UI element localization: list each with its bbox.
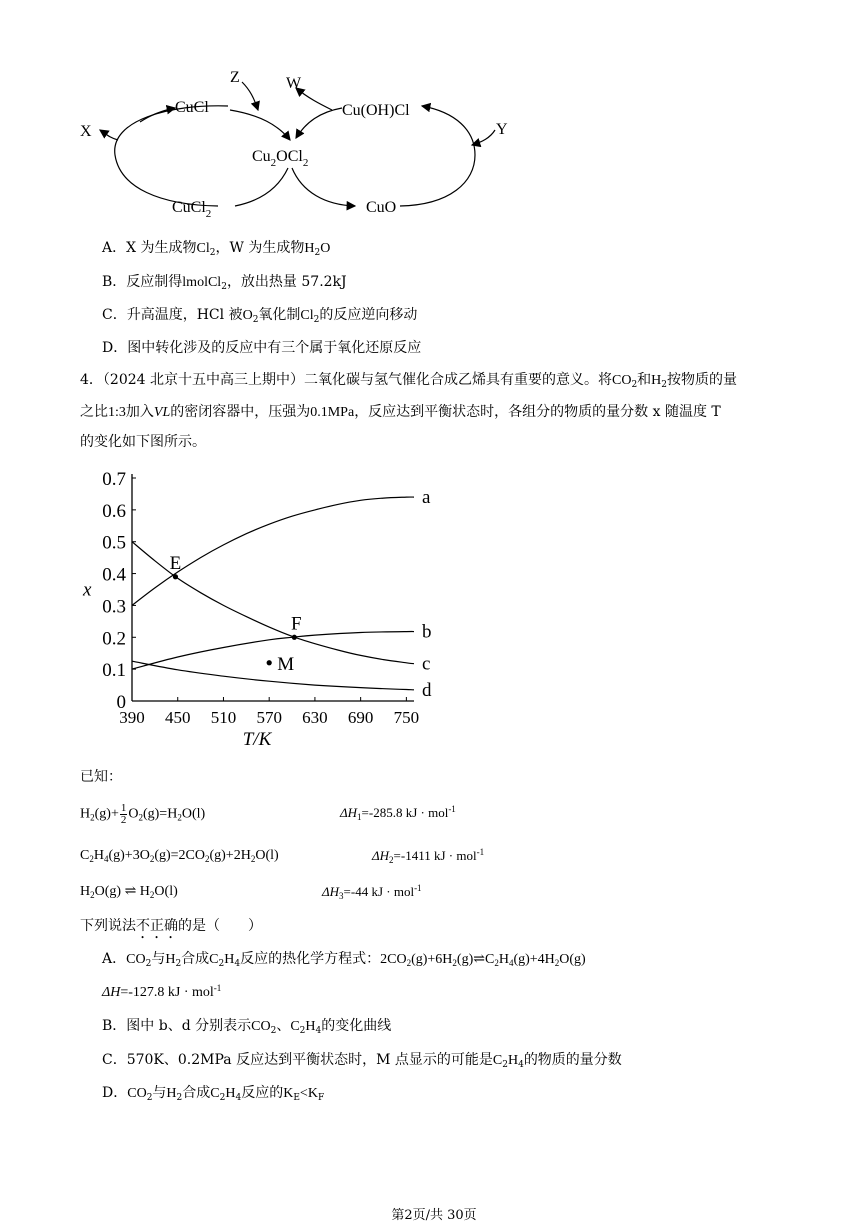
label-w: W xyxy=(286,75,302,92)
arrow-cuohcl-to-cu2ocl2 xyxy=(296,108,342,138)
y-axis-label: x xyxy=(83,579,92,601)
q3-option-a: A．X 为生成物$Cl_2$，W 为生成物$H_2O$ xyxy=(102,240,331,258)
x-tick-label: 390 xyxy=(119,708,145,727)
q4-option-c: C．570K、0.2MPa 反应达到平衡状态时，M 点显示的可能是$C_2H_4$的物质的量分数 xyxy=(102,1052,622,1070)
series-a-line xyxy=(132,497,414,605)
page-footer: 第2页/共 30页 xyxy=(391,1208,477,1223)
q4-stem-line2: 之比1:3加入VL的密闭容器中，压强为0.1MPa，反应达到平衡状态时，各组分的物质的量分数 x 随温度 T xyxy=(80,404,721,420)
x-tick-label: 630 xyxy=(302,708,328,727)
point-f-label: F xyxy=(291,613,302,635)
node-cu2ocl2: $Cu_2OCl_2$ xyxy=(252,148,309,169)
series-d-line xyxy=(132,661,414,690)
series-b-line xyxy=(132,632,414,670)
arrow-cucl2-to-cucl xyxy=(115,108,175,155)
arrow-to-w xyxy=(296,88,332,110)
q4-stem-line1: 4．（2024 北京十五中高三上期中）二氧化碳与氢气催化合成乙烯具有重要的意义。将$CO_2$和$H_2$按物质的量 xyxy=(80,372,738,390)
y-tick-label: 0.6 xyxy=(102,500,126,522)
arrow-cu2ocl2-to-cuo xyxy=(292,168,355,206)
chart-axes xyxy=(132,474,414,701)
equation-3: $H_2O(g)$ ⇌ $H_2O(l)$ xyxy=(80,884,178,900)
chart-text xyxy=(82,469,432,750)
x-tick-label: 690 xyxy=(347,708,374,727)
label-z: Z xyxy=(230,69,240,86)
mole-fraction-chart xyxy=(75,460,455,760)
q3-option-c: C．升高温度，HCl 被$O_2$氧化制$Cl_2$的反应逆向移动 xyxy=(102,307,418,325)
q4-question: 下列说法不正确的是（ ） xyxy=(80,918,262,934)
q4-stem-line3: 的变化如下图所示。 xyxy=(80,434,206,450)
node-cucl: CuCl xyxy=(175,99,209,116)
y-tick-label: 0.7 xyxy=(102,469,126,490)
equation-1: $H_2(g)+$ $\frac{1}{2}$ $O_2(g)=H_2O(l)$ xyxy=(80,802,206,826)
node-cucl2: CuCl$_2$ xyxy=(172,199,212,220)
label-y: Y xyxy=(496,121,508,138)
delta-h2: $\Delta H_2=-1411$ kJ · mol$^{-1}$ xyxy=(372,847,485,865)
y-tick-label: 0.2 xyxy=(102,628,126,650)
x-tick-label: 750 xyxy=(393,708,420,727)
arrow-from-z xyxy=(242,82,258,110)
series-a-label: a xyxy=(422,487,431,509)
q3-option-b: B．反应制得lmolCl$_2$，放出热量 57.2kJ xyxy=(102,274,347,292)
y-tick-label: 0.4 xyxy=(102,564,126,586)
q3-option-d: D．图中转化涉及的反应中有三个属于氧化还原反应 xyxy=(102,340,422,356)
y-tick-label: 0.3 xyxy=(102,596,126,618)
arrow-cu2ocl2-to-cucl2 xyxy=(235,168,288,206)
series-b-label: b xyxy=(422,621,432,643)
x-tick-label: 510 xyxy=(210,708,237,727)
node-cuohcl: Cu(OH)Cl xyxy=(342,102,410,119)
delta-h3: $\Delta H_3=-44$ kJ · mol$^{-1}$ xyxy=(322,883,422,901)
x-tick-label: 450 xyxy=(164,708,191,727)
left-cycle-arc xyxy=(115,106,228,206)
equation-2: $C_2H_4(g)+3O_2(g)=2CO_2(g)+2H_2O(l)$ xyxy=(80,848,279,864)
delta-h1: $\Delta H_1=-285.8$ kJ · mol$^{-1}$ xyxy=(340,804,456,822)
point-f-marker xyxy=(292,635,297,640)
y-tick-label: 0.5 xyxy=(102,532,126,554)
known-title: 已知： xyxy=(80,769,122,785)
point-e-marker xyxy=(173,574,178,579)
chart-series xyxy=(132,497,414,690)
node-cuo: CuO xyxy=(366,199,397,216)
series-c-label: c xyxy=(422,653,431,675)
x-tick-label: 570 xyxy=(256,708,282,727)
label-x: X xyxy=(80,123,92,140)
arrow-from-y xyxy=(472,130,495,145)
q4-option-d: D．$CO_2$与$H_2$合成$C_2H_4$反应的$K_E<K_F$ xyxy=(102,1085,325,1103)
cycle-diagram xyxy=(70,60,530,230)
y-tick-label: 0.1 xyxy=(102,660,126,682)
q4-option-a: A．$CO_2$与$H_2$合成$C_2H_4$反应的热化学方程式：$2CO_2(g)+6H_2(g)\rightleftharpoons C_2H_4(g)+4H_2O(g)$ xyxy=(102,951,586,969)
q4-option-b: B．图中 b、d 分别表示$CO_2$、$C_2H_4$的变化曲线 xyxy=(102,1018,392,1036)
arrow-cucl-to-cu2ocl2 xyxy=(230,110,290,140)
series-d-label: d xyxy=(422,679,432,701)
q4-option-a-dh: ΔH=-127.8 kJ · mol$^{-1}$ xyxy=(102,983,222,1000)
arrow-to-x xyxy=(100,130,118,140)
point-e-label: E xyxy=(169,552,182,574)
point-m-marker xyxy=(267,660,272,665)
x-axis-label: T/K xyxy=(242,729,272,750)
y-tick-label: 0 xyxy=(116,692,126,713)
point-m-label: M xyxy=(277,653,295,675)
right-cycle-arc xyxy=(400,106,475,206)
